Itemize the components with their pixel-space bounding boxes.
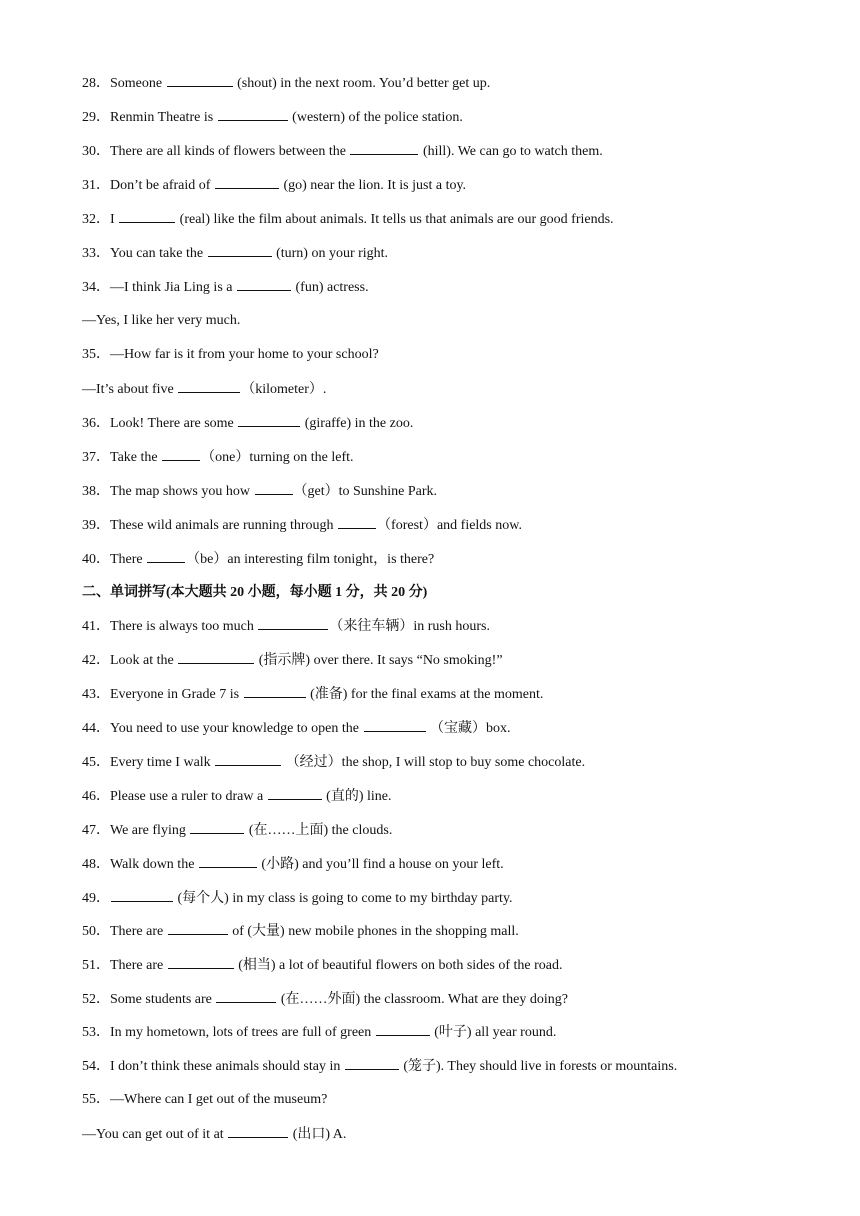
question-text-after: (相当) a lot of beautiful flowers on both sides of the road. [234,958,563,973]
question-text: Every time I walk [110,755,215,770]
question-number: 32． [82,212,110,227]
question-text-after: (出口) A. [289,1127,347,1142]
question-number: 38． [82,484,110,499]
question-text: I don’t think these animals should stay in [110,1059,344,1074]
question-text: We are flying [110,823,190,838]
question-text-after: (hill). We can go to watch them. [419,144,603,159]
question-text-after: (real) like the film about animals. It tells us that animals are our good friends. [176,212,614,227]
answer-blank[interactable] [167,74,233,87]
question-text: You need to use your knowledge to open the [110,721,363,736]
question-text: You can take the [110,246,207,261]
question-text-after: (western) of the police station. [288,110,463,125]
question-line [82,1091,327,1109]
question-line [82,1125,346,1144]
question-line [82,1023,556,1042]
question-number: 34． [82,280,110,295]
question-text-after: (shout) in the next room. You’d better get up. [233,76,491,91]
question-text-after: (笼子). They should live in forests or mountains. [399,1059,678,1074]
answer-blank[interactable] [208,244,272,257]
question-text: In my hometown, lots of trees are full of green [110,1025,375,1040]
answer-blank[interactable] [237,278,291,291]
question-text: These wild animals are running through [110,518,338,533]
question-number: 49． [82,891,110,906]
answer-blank[interactable] [238,414,300,427]
question-text-after: (叶子) all year round. [430,1025,557,1040]
question-number: 28． [82,76,110,91]
question-line [82,550,434,569]
question-line [82,482,437,501]
question-line [82,278,369,297]
question-number: 40． [82,552,110,567]
question-line [82,74,490,93]
answer-blank[interactable] [215,176,279,189]
question-text: —Where can I get out of the museum? [110,1092,328,1107]
question-line [82,651,503,670]
question-text: There are [110,924,167,939]
question-line [82,821,392,840]
question-text: Look at the [110,653,178,668]
section-heading [82,584,427,602]
answer-blank[interactable] [345,1057,399,1070]
question-number: 50． [82,924,110,939]
question-line [82,1057,677,1076]
answer-blank[interactable] [244,685,306,698]
answer-blank[interactable] [178,380,240,393]
question-text-after: （be）an interesting film tonight，is there? [186,552,435,567]
question-number: 41． [82,619,110,634]
question-text-after: (turn) on your right. [272,246,389,261]
question-text: Some students are [110,992,216,1007]
question-number: 42． [82,653,110,668]
question-text: There [110,552,147,567]
answer-blank[interactable] [168,956,234,969]
answer-blank[interactable] [119,210,175,223]
question-text: —You can get out of it at [82,1127,228,1142]
answer-blank[interactable] [228,1125,288,1138]
question-line [82,516,522,535]
answer-blank[interactable] [162,448,200,461]
question-number: 54． [82,1059,110,1074]
answer-blank[interactable] [364,719,426,732]
question-text: —Yes, I like her very much. [82,313,241,328]
question-number: 39． [82,518,110,533]
question-line [82,787,392,806]
answer-blank[interactable] [338,516,376,529]
question-number: 47． [82,823,110,838]
question-text: Walk down the [110,857,198,872]
question-text-after: (fun) actress. [292,280,369,295]
question-number: 55． [82,1092,110,1107]
answer-blank[interactable] [147,550,185,563]
question-line [82,380,326,399]
answer-blank[interactable] [255,482,293,495]
question-text: Someone [110,76,166,91]
question-text-after: （宝藏）box. [426,721,511,736]
question-number: 37． [82,450,110,465]
question-text: Please use a ruler to draw a [110,789,267,804]
answer-blank[interactable] [376,1023,430,1036]
question-line [82,685,543,704]
question-text: Look! There are some [110,416,238,431]
question-text-after: (go) near the lion. It is just a toy. [279,178,467,193]
question-text: I [110,212,119,227]
question-text-after: (每个人) in my class is going to come to my birthday party. [174,891,513,906]
question-line [82,889,513,908]
question-number: 52． [82,992,110,1007]
answer-blank[interactable] [215,753,281,766]
question-line [82,312,240,330]
question-text: 二、单词拼写(本大题共 20 小题，每小题 1 分，共 20 分) [82,585,428,600]
answer-blank[interactable] [218,108,288,121]
question-number: 31． [82,178,110,193]
question-number: 51． [82,958,110,973]
question-text-after: （来往车辆）in rush hours. [329,619,490,634]
question-text: There are [110,958,167,973]
question-line [82,244,388,263]
question-number: 29． [82,110,110,125]
question-number: 44． [82,721,110,736]
question-line [82,142,603,161]
question-text: —How far is it from your home to your school? [110,347,379,362]
question-line [82,210,614,229]
question-line [82,414,413,433]
question-line [82,448,354,467]
question-text-after: （one）turning on the left. [201,450,354,465]
answer-blank[interactable] [168,922,228,935]
question-text-after: （forest）and fields now. [377,518,522,533]
answer-blank[interactable] [199,855,257,868]
answer-blank[interactable] [268,787,322,800]
question-text-after: (giraffe) in the zoo. [301,416,414,431]
question-number: 30． [82,144,110,159]
question-text: Renmin Theatre is [110,110,217,125]
question-line [82,719,511,738]
question-line [82,108,463,127]
answer-blank[interactable] [258,617,328,630]
question-number: 43． [82,687,110,702]
question-line [82,990,568,1009]
question-text-after: （get）to Sunshine Park. [293,484,437,499]
question-text-after: （kilometer）. [241,382,327,397]
question-text: There is always too much [110,619,258,634]
answer-blank[interactable] [216,990,276,1003]
question-text: —It’s about five [82,382,178,397]
question-line [82,956,563,975]
answer-blank[interactable] [350,142,418,155]
question-number: 33． [82,246,110,261]
question-text: —I think Jia Ling is a [110,280,236,295]
question-number: 36． [82,416,110,431]
question-text: Don’t be afraid of [110,178,214,193]
answer-blank[interactable] [190,821,244,834]
question-line [82,346,379,364]
question-text: There are all kinds of flowers between the [110,144,350,159]
question-text-after: (直的) line. [322,789,392,804]
question-line [82,176,466,195]
question-number: 53． [82,1025,110,1040]
question-number: 35． [82,347,110,362]
question-text: Take the [110,450,162,465]
answer-blank[interactable] [178,651,254,664]
question-number: 45． [82,755,110,770]
question-line [82,855,504,874]
question-line [82,753,585,772]
question-line [82,617,490,636]
question-text-after: (指示牌) over there. It says “No smoking!” [255,653,503,668]
question-text-after: of (大量) new mobile phones in the shopping mall. [228,924,519,939]
question-text-after: (准备) for the final exams at the moment. [306,687,544,702]
question-text-after: (小路) and you’ll find a house on your left. [257,857,504,872]
answer-blank[interactable] [111,889,173,902]
question-text: Everyone in Grade 7 is [110,687,243,702]
question-text-after: (在……外面) the classroom. What are they doing? [277,992,568,1007]
question-number: 46． [82,789,110,804]
question-text: The map shows you how [110,484,254,499]
question-line [82,922,519,941]
question-text-after: (在……上面) the clouds. [245,823,393,838]
question-text-after: （经过）the shop, I will stop to buy some chocolate. [282,755,586,770]
question-number: 48． [82,857,110,872]
